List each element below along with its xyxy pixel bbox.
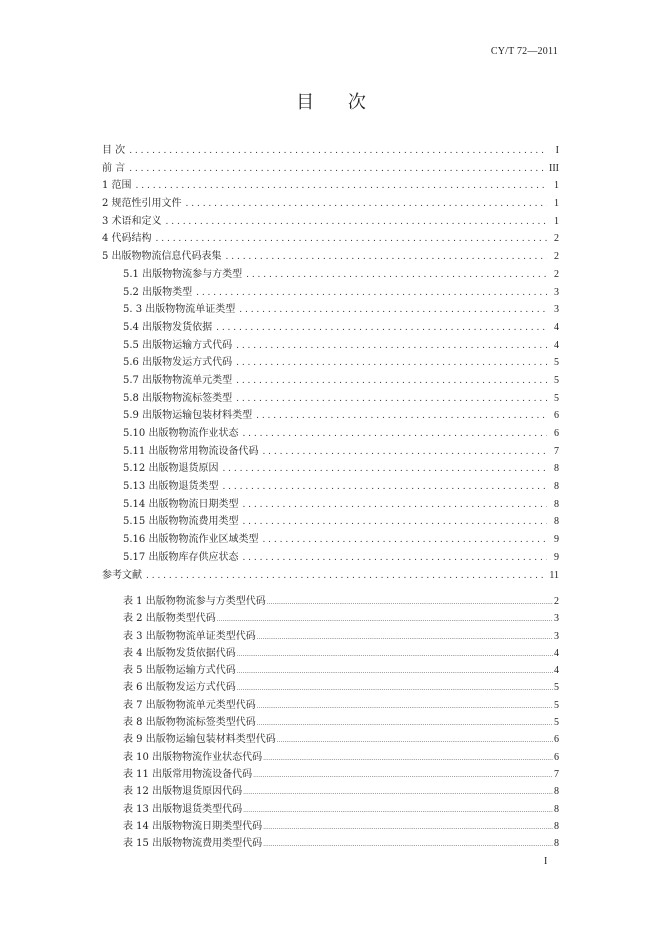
toc-entry[interactable] <box>102 530 559 548</box>
toc-entry-label: 5.11 出版物常用物流设备代码 <box>123 445 259 457</box>
toc-entry-label: 5.10 出版物物流作业状态 <box>123 428 239 439</box>
dot-leader <box>242 500 547 510</box>
toc-entry-label: 5.7 出版物物流单元类型 <box>123 374 233 386</box>
table-list-label: 表 13 出版物退货类型代码 <box>123 803 243 815</box>
table-list-label: 表 14 出版物物流日期类型代码 <box>123 820 263 832</box>
table-list-label: 表 3 出版物物流单证类型代码 <box>123 630 256 642</box>
dot-leader <box>156 234 547 244</box>
table-list-entry[interactable] <box>123 609 559 626</box>
toc-entry-page: 2 <box>554 268 559 280</box>
page-title: 目 次 <box>296 92 380 113</box>
table-list-label: 表 8 出版物物流标签类型代码 <box>123 717 256 729</box>
toc-entry-page: 9 <box>554 534 559 546</box>
standard-code: CY/T 72—2011 <box>490 46 558 57</box>
toc-entry[interactable] <box>102 353 559 371</box>
table-list-entry[interactable] <box>123 713 559 730</box>
dot-leader <box>222 464 547 474</box>
table-list-entry[interactable] <box>123 765 559 782</box>
dot-leader <box>242 553 547 563</box>
toc-entry-page: 7 <box>554 445 559 457</box>
table-list-entry[interactable] <box>123 592 559 609</box>
table-list-entry[interactable] <box>123 748 559 765</box>
toc-entry-page: 1 <box>554 180 559 192</box>
dot-leader <box>136 181 547 191</box>
toc-entry[interactable] <box>102 159 559 177</box>
table-list-label: 表 4 出版物发货依据代码 <box>123 647 236 659</box>
table-list-label: 表 2 出版物类型代码 <box>123 613 216 625</box>
dot-leader <box>222 482 547 492</box>
dot-leader <box>237 685 553 692</box>
toc-entry-page: 8 <box>554 516 559 528</box>
dot-leader <box>217 616 553 623</box>
table-list-entry[interactable] <box>123 800 559 817</box>
table-list-entry[interactable] <box>123 834 559 851</box>
toc-entry-page: 5 <box>554 374 559 386</box>
toc-entry[interactable] <box>102 265 559 283</box>
toc-entry-label: 5. 3 出版物物流单证类型 <box>123 304 236 316</box>
toc-entry[interactable] <box>102 283 559 301</box>
dot-leader <box>242 517 547 527</box>
page-number: I <box>544 856 548 867</box>
table-list-page: 6 <box>554 751 559 763</box>
toc-entry[interactable] <box>102 300 559 318</box>
table-list-page: 5 <box>554 717 559 729</box>
toc-entry-label: 5.2 出版物类型 <box>123 286 193 298</box>
table-list-label: 表 11 出版常用物流设备代码 <box>123 768 253 780</box>
dot-leader <box>267 599 553 606</box>
toc-entry-page: I <box>555 145 559 156</box>
table-list-page: 8 <box>554 786 559 798</box>
toc-entry[interactable] <box>102 176 559 194</box>
dot-leader <box>277 737 553 744</box>
dot-leader <box>253 772 553 779</box>
toc-entry-label: 5.8 出版物物流标签类型 <box>123 392 233 404</box>
toc-entry[interactable] <box>102 406 559 424</box>
table-list-entry[interactable] <box>123 644 559 661</box>
toc-entry[interactable] <box>102 442 559 460</box>
dot-leader <box>263 841 553 848</box>
toc-entry-page: III <box>549 162 559 174</box>
dot-leader <box>216 323 547 333</box>
dot-leader <box>166 217 547 227</box>
table-list-page: 8 <box>554 838 559 850</box>
toc-entry-page: 4 <box>554 321 559 333</box>
toc-entry-page: 4 <box>554 339 559 351</box>
dot-leader <box>256 411 547 421</box>
toc-entry[interactable] <box>102 424 559 442</box>
toc-entry-page: 2 <box>554 251 559 263</box>
table-list-page: 8 <box>554 820 559 832</box>
dot-leader <box>236 394 547 404</box>
dot-leader <box>239 305 547 315</box>
dot-leader <box>226 252 547 262</box>
table-list-entry[interactable] <box>123 627 559 644</box>
toc-entry-page: 8 <box>554 463 559 475</box>
toc-entry[interactable] <box>102 548 559 566</box>
toc-entry-label: 5.17 出版物库存供应状态 <box>123 551 239 563</box>
dot-leader <box>146 571 545 581</box>
dot-leader <box>262 535 547 545</box>
dot-leader <box>236 358 547 368</box>
toc-entry[interactable] <box>102 318 559 336</box>
table-list-label: 表 5 出版物运输方式代码 <box>123 665 236 677</box>
toc-entry-label: 5.12 出版物退货原因 <box>123 463 219 475</box>
dot-leader <box>243 807 553 814</box>
dot-leader <box>242 429 547 439</box>
table-list-label: 表 7 出版物物流单元类型代码 <box>123 699 256 711</box>
table-list-page: 2 <box>554 596 559 607</box>
dot-leader <box>237 668 553 675</box>
table-list-page: 8 <box>554 803 559 815</box>
dot-leader <box>257 720 553 727</box>
toc-entry-page: 3 <box>554 286 559 298</box>
toc-entry-label: 5.1 出版物物流参与方类型 <box>123 268 243 280</box>
table-list-page: 6 <box>554 734 559 746</box>
toc-entry[interactable] <box>102 477 559 495</box>
toc-entry-label: 5.14 出版物物流日期类型 <box>123 498 239 510</box>
toc-entry-label: 5.16 出版物物流作业区域类型 <box>123 534 259 546</box>
toc-entry[interactable] <box>102 566 559 584</box>
toc-entry-page: 1 <box>554 198 559 210</box>
toc-entry-page: 11 <box>549 569 559 581</box>
table-list-page: 3 <box>554 630 559 642</box>
toc-entry[interactable] <box>102 459 559 477</box>
toc-entry-page: 8 <box>554 498 559 510</box>
table-list-page: 5 <box>554 699 559 711</box>
toc-entry-label: 5.13 出版物退货类型 <box>123 481 219 493</box>
dot-leader <box>262 447 547 457</box>
toc-entry[interactable] <box>102 371 559 389</box>
table-list-entry[interactable] <box>123 661 559 678</box>
dot-leader <box>243 789 553 796</box>
toc-entry-page: 2 <box>554 233 559 245</box>
dot-leader <box>263 755 553 762</box>
toc-entry-page: 5 <box>554 392 559 404</box>
dot-leader <box>257 703 553 710</box>
toc-entry-label: 5.6 出版物发运方式代码 <box>123 357 233 369</box>
toc-entry-page: 9 <box>554 551 559 563</box>
dot-leader <box>263 824 553 831</box>
toc-entry-label: 5.5 出版物运输方式代码 <box>123 339 233 351</box>
toc-entry-page: 3 <box>554 304 559 316</box>
dot-leader <box>129 164 545 174</box>
table-of-contents <box>102 141 559 583</box>
table-list-entry[interactable] <box>123 696 559 713</box>
table-list-label: 表 10 出版物物流作业状态代码 <box>123 751 263 763</box>
dot-leader <box>236 376 547 386</box>
list-of-tables <box>123 592 559 851</box>
toc-entry[interactable] <box>102 194 559 212</box>
table-list-entry[interactable] <box>123 730 559 747</box>
toc-entry-label: 4 代码结构 <box>102 233 152 245</box>
toc-entry[interactable] <box>102 212 559 230</box>
dot-leader <box>257 634 553 641</box>
toc-entry[interactable] <box>102 229 559 247</box>
dot-leader <box>129 146 547 156</box>
table-list-page: 4 <box>554 665 559 677</box>
table-list-entry[interactable] <box>123 678 559 695</box>
table-list-label: 表 12 出版物退货原因代码 <box>123 786 243 798</box>
table-list-page: 4 <box>554 647 559 659</box>
table-list-label: 表 6 出版物发运方式代码 <box>123 682 236 694</box>
dot-leader <box>246 270 547 280</box>
toc-entry-label: 5.9 出版物运输包装材料类型 <box>123 410 253 422</box>
table-list-label: 表 9 出版物运输包装材料类型代码 <box>123 734 276 746</box>
table-list-page: 7 <box>554 768 559 780</box>
dot-leader <box>237 651 553 658</box>
toc-entry[interactable] <box>102 336 559 354</box>
dot-leader <box>236 341 547 351</box>
toc-entry-page: 6 <box>554 428 559 439</box>
toc-entry[interactable] <box>102 389 559 407</box>
toc-entry-label: 5.4 出版物发货依据 <box>123 321 213 333</box>
table-list-label: 表 15 出版物物流费用类型代码 <box>123 838 263 850</box>
toc-entry[interactable] <box>102 141 559 159</box>
toc-entry-label: 5 出版物物流信息代码表集 <box>102 251 222 263</box>
toc-entry-page: 1 <box>554 215 559 227</box>
dot-leader <box>186 199 547 209</box>
table-list-page: 5 <box>554 682 559 694</box>
table-list-entry[interactable] <box>123 782 559 799</box>
toc-entry[interactable] <box>102 512 559 530</box>
toc-entry-label: 参考文献 <box>102 569 142 581</box>
dot-leader <box>196 288 547 298</box>
toc-entry-page: 5 <box>554 357 559 369</box>
toc-entry-page: 6 <box>554 410 559 422</box>
toc-entry-label: 5.15 出版物物流费用类型 <box>123 516 239 528</box>
toc-entry-label: 前 言 <box>102 162 126 174</box>
toc-entry-page: 8 <box>554 481 559 493</box>
toc-entry-label: 2 规范性引用文件 <box>102 198 182 210</box>
toc-entry[interactable] <box>102 495 559 513</box>
toc-entry-label: 1 范围 <box>102 180 132 192</box>
table-list-entry[interactable] <box>123 817 559 834</box>
table-list-page: 3 <box>554 613 559 625</box>
toc-entry-label: 3 术语和定义 <box>102 215 162 227</box>
toc-entry-label: 目 次 <box>102 145 126 156</box>
toc-entry[interactable] <box>102 247 559 265</box>
table-list-label: 表 1 出版物物流参与方类型代码 <box>123 596 266 607</box>
